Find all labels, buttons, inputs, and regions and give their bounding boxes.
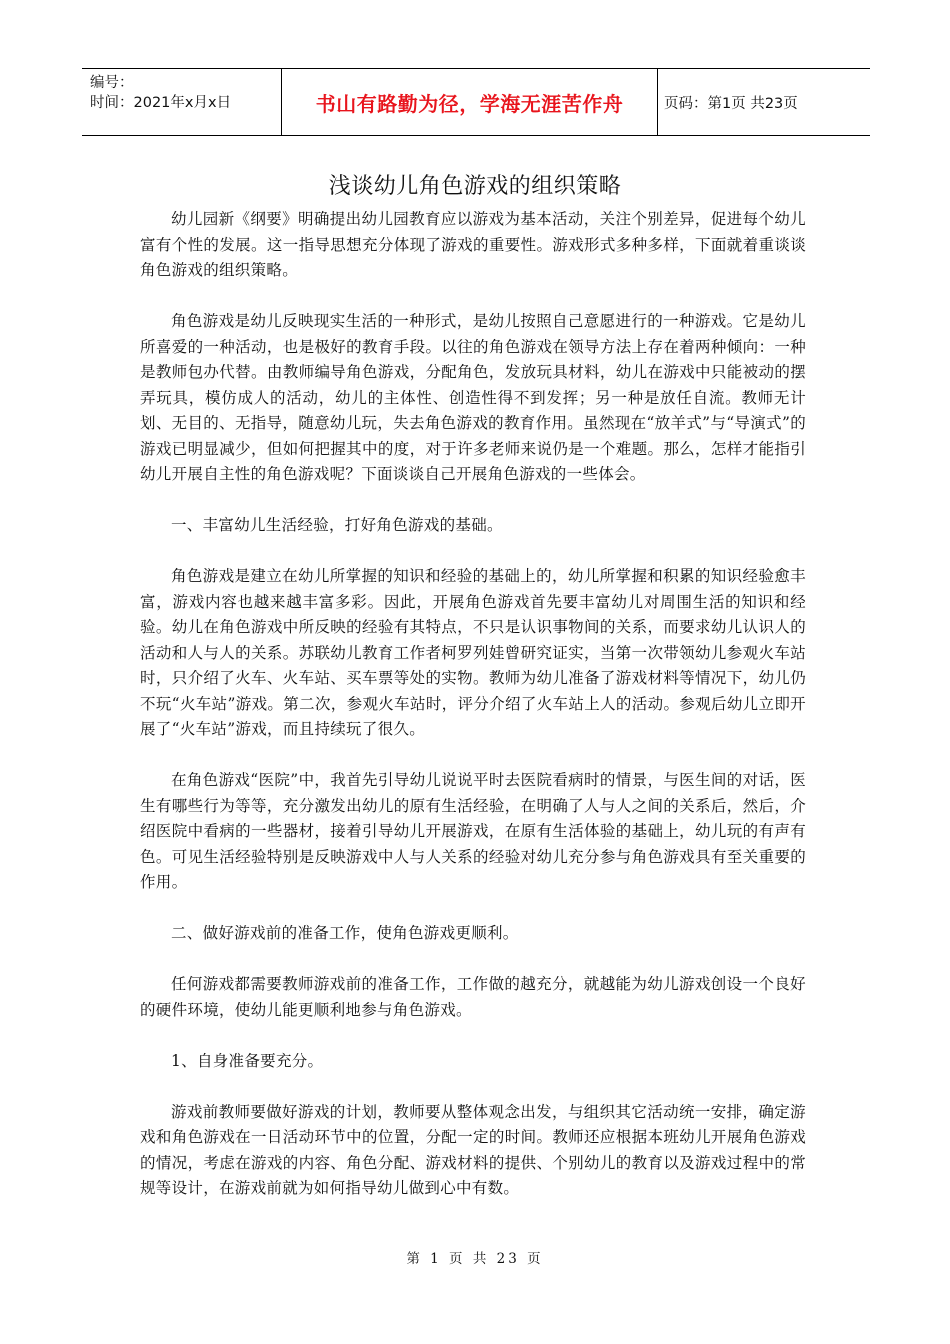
page-header: [82, 68, 870, 136]
section-heading-2: 二、做好游戏前的准备工作，使角色游戏更顺利。: [171, 924, 519, 942]
page-footer: 第 1 页 共 23 页: [406, 1251, 544, 1267]
page-info-text: 页码：第1页 共23页: [664, 95, 798, 112]
document-title: 浅谈幼儿角色游戏的组织策略: [328, 174, 622, 199]
header-page-info: [658, 69, 870, 135]
header-meta: [82, 69, 282, 135]
date-line: 时间：2021年x月x日: [90, 95, 232, 111]
header-motto-cell: [282, 69, 658, 135]
paragraph-role-play: 角色游戏是幼儿反映现实生活的一种形式，是幼儿按照自己意愿进行的一种游戏。它是幼儿所喜爱的一种活动，也是极好的教育手段。以往的角色游戏在领导方法上存在着两种倾向：一种是教师包办代替。由教师编导角色游戏，分配角色，发放玩具材料，幼儿在游戏中只能被动的摆弄玩具，模仿成人的活动，幼儿的主体性、创造性得不到发挥；另一种是放任自流。教师无计划、无目的、无指导，随意幼儿玩，失去角色游戏的教育作用。虽然现在“放羊式”与“导演式”的游戏已明显减少，但如何把握其中的度，对于许多老师来说仍是一个难题。那么，怎样才能指引幼儿开展自主性的角色游戏呢？下面谈谈自己开展角色游戏的一些体会。: [140, 312, 806, 483]
motto-text: 书山有路勤为径，学海无涯苦作舟: [315, 91, 624, 116]
subsection-heading-1: 1、自身准备要充分。: [171, 1051, 324, 1070]
paragraph-planning: 游戏前教师要做好游戏的计划，教师要从整体观念出发，与组织其它活动统一安排，确定游戏和角色游戏在一日活动环节中的位置，分配一定的时间。教师还应根据本班幼儿开展角色游戏的情况，考虑在游戏的内容、角色分配、游戏材料的提供、个别幼儿的教育以及游戏过程中的常规等设计，在游戏前就为如何指导幼儿做到心中有数。: [140, 1102, 806, 1197]
number-label: 编号：: [90, 75, 134, 91]
paragraph-experience: 角色游戏是建立在幼儿所掌握的知识和经验的基础上的，幼儿所掌握和积累的知识经验愈丰富，游戏内容也越来越丰富多彩。因此，开展角色游戏首先要丰富幼儿对周围生活的知识和经验。幼儿在角色游戏中所反映的经验有其特点，不只是认识事物间的关系，而要求幼儿认识人的活动和人与人的关系。苏联幼儿教育工作者柯罗列娃曾研究证实，当第一次带领幼儿参观火车站时，只介绍了火车、火车站、买车票等处的实物。教师为幼儿准备了游戏材料等情况下，幼儿仍不玩“火车站”游戏。第二次，参观火车站时，评分介绍了火车站上人的活动。参观后幼儿立即开展了“火车站”游戏，而且持续玩了很久。: [140, 567, 806, 738]
section-heading-1: 一、丰富幼儿生活经验，打好角色游戏的基础。: [171, 516, 503, 534]
paragraph-hospital: 在角色游戏“医院”中，我首先引导幼儿说说平时去医院看病时的情景，与医生间的对话，医生有哪些行为等等，充分激发出幼儿的原有生活经验，在明确了人与人之间的关系后，然后，介绍医院中看病的一些器材，接着引导幼儿开展游戏，在原有生活体验的基础上，幼儿玩的有声有色。可见生活经验特别是反映游戏中人与人关系的经验对幼儿充分参与角色游戏具有至关重要的作用。: [140, 771, 806, 891]
paragraph-preparation: 任何游戏都需要教师游戏前的准备工作，工作做的越充分，就越能为幼儿游戏创设一个良好的硬件环境，使幼儿能更顺利地参与角色游戏。: [140, 975, 806, 1019]
document-body: [140, 207, 806, 1202]
paragraph-intro: 幼儿园新《纲要》明确提出幼儿园教育应以游戏为基本活动，关注个别差异，促进每个幼儿富有个性的发展。这一指导思想充分体现了游戏的重要性。游戏形式多种多样，下面就着重谈谈角色游戏的组织策略。: [140, 210, 806, 279]
